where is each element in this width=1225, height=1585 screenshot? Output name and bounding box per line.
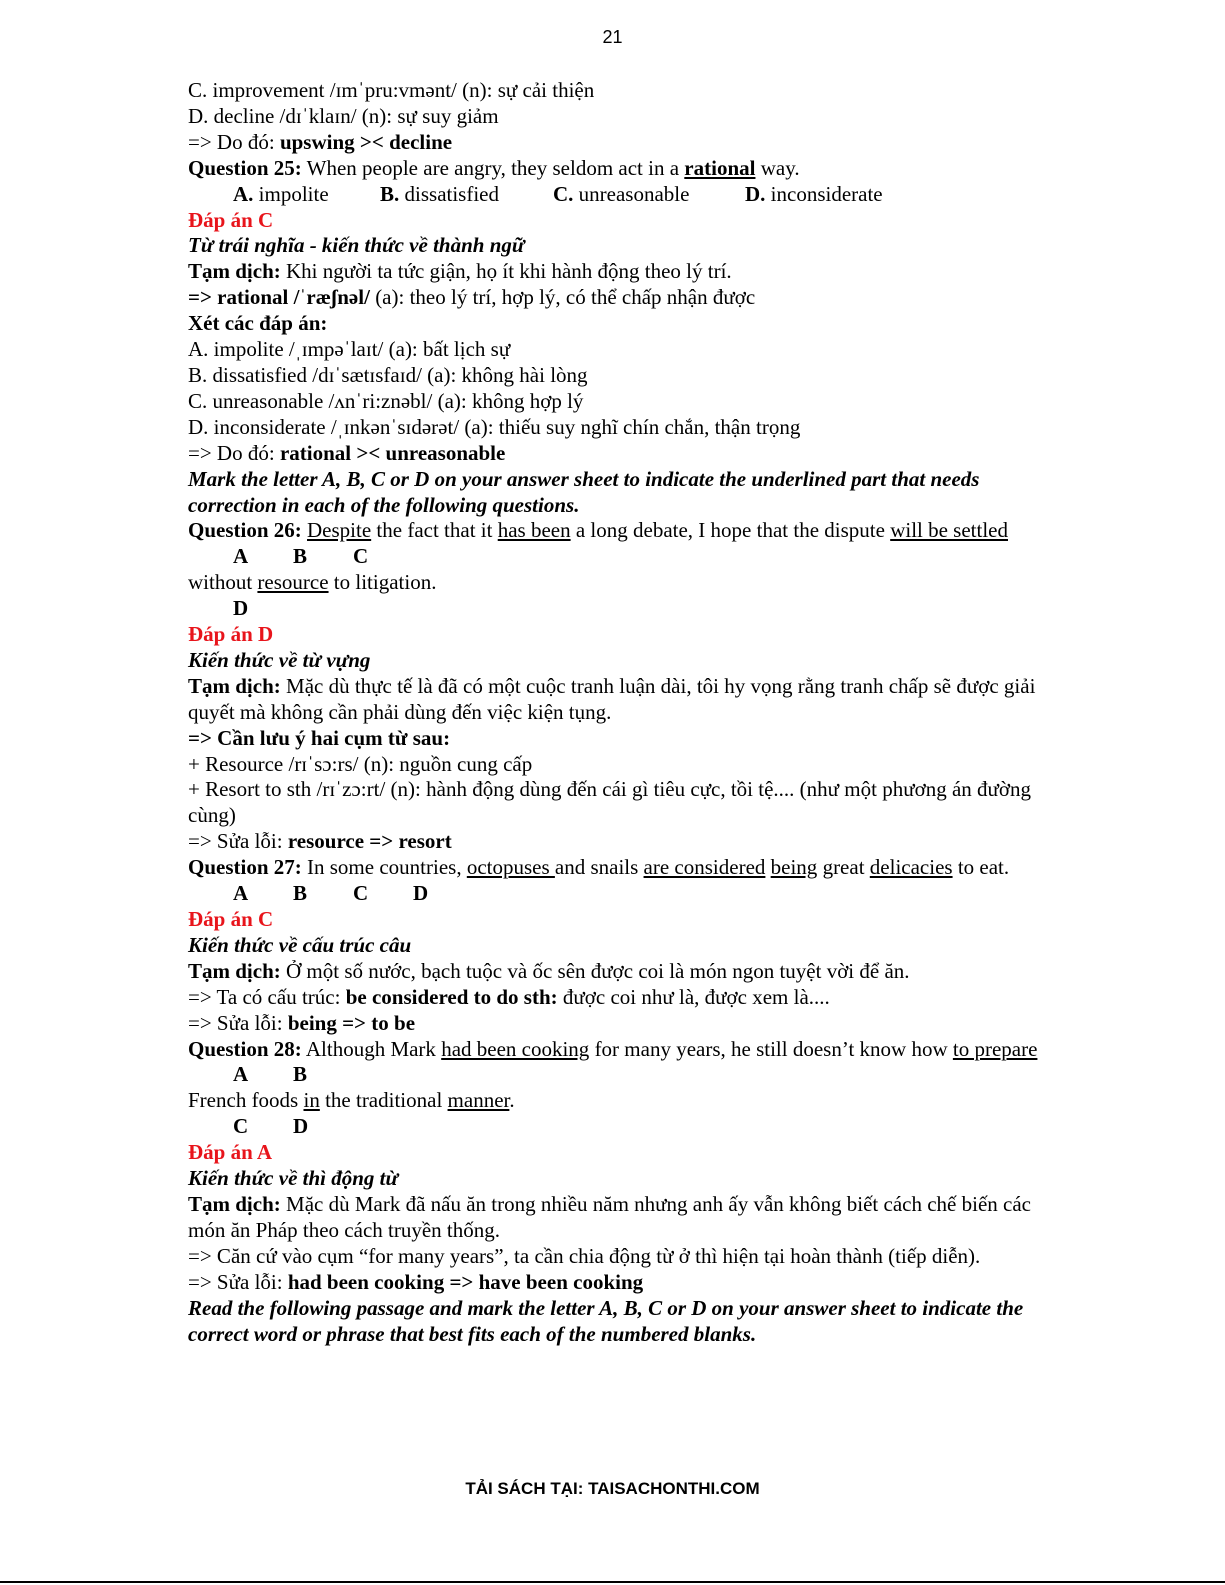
q27-answer: Đáp án C <box>188 907 274 931</box>
page-number: 21 <box>602 27 623 47</box>
q28-part-c: in <box>303 1088 320 1113</box>
q24-option-d-explain: D. decline /dɪˈklaɪn/ (n): sự suy giảm <box>188 103 499 128</box>
document-body <box>188 78 1038 1347</box>
q26-letters-row-1: A B C <box>233 544 369 569</box>
q26-translation: Tạm dịch: Mặc dù thực tế là đã có một cuộc tranh luận dài, tôi hy vọng rằng tranh chấp sẽ được giải quyết mà không cần phải dùng đến việc kiện tụng. <box>188 673 1036 724</box>
q26-part-d: resource <box>257 570 329 595</box>
q28-part-b: to prepare <box>952 1036 1038 1061</box>
q27-translation: Tạm dịch: Ở một số nước, bạch tuộc và ốc sên được coi là món ngon tuyệt vời để ăn. <box>188 958 910 983</box>
q26-note-heading: => Cần lưu ý hai cụm từ sau: <box>188 725 451 750</box>
q25-stem: Question 25: When people are angry, they seldom act in a rational way. <box>188 155 800 180</box>
q27-part-b: are considered <box>643 855 766 880</box>
q28-translation: Tạm dịch: Mặc dù Mark đã nấu ăn trong nhiều năm nhưng anh ấy vẫn không biết cách chế biến các món ăn Pháp theo cách truyền thống. <box>188 1191 1031 1242</box>
q25-option-d: D. inconsiderate <box>745 181 883 206</box>
q25-consider-label: Xét các đáp án: <box>188 311 328 336</box>
q27-part-a: octopuses <box>466 855 555 880</box>
q28-answer: Đáp án A <box>188 1140 273 1165</box>
q27-part-c: being <box>770 855 818 880</box>
q26-part-c: will be settled <box>890 518 1008 543</box>
q25-options <box>188 182 1038 208</box>
footer-source: TẢI SÁCH TẠI: TAISACHONTHI.COM <box>465 1479 760 1498</box>
q28-topic: Kiến thức về thì động từ <box>188 1166 399 1191</box>
q25-definition: => rational /ˈræʃnəl/ (a): theo lý trí, hợp lý, có thể chấp nhận được <box>188 285 756 310</box>
q25-underlined-word: rational <box>684 155 756 180</box>
q28-stem-continued: French foods in the traditional manner. <box>188 1088 515 1113</box>
q28-fix: => Sửa lỗi: had been cooking => have been cooking <box>188 1269 644 1294</box>
q26-part-b: has been <box>497 518 571 543</box>
q25-option-c: C. unreasonable <box>553 181 690 206</box>
q28-letters-row-2: C D <box>233 1114 309 1139</box>
q25-label: Question 25: <box>188 155 302 180</box>
q25-explain-b: B. dissatisfied /dɪˈsætɪsfaɪd/ (a): không hài lòng <box>188 362 588 387</box>
q28-stem: Question 28: Although Mark had been cooking for many years, he still doesn’t know how to prepare <box>188 1036 1038 1061</box>
q25-answer: Đáp án C <box>188 207 274 232</box>
q26-note-1: + Resource /rɪˈsɔ:rs/ (n): nguồn cung cấp <box>188 751 533 776</box>
q25-translation: Tạm dịch: Khi người ta tức giận, họ ít khi hành động theo lý trí. <box>188 259 732 284</box>
q24-conclusion: => Do đó: upswing >< decline <box>188 129 453 154</box>
q26-topic: Kiến thức về từ vựng <box>188 647 371 672</box>
q28-part-d: manner <box>447 1088 510 1113</box>
instruction-reading-passage: Read the following passage and mark the letter A, B, C or D on your answer sheet to indicate the correct word or phrase that best fits each of the numbered blanks. <box>188 1295 1024 1346</box>
q26-stem: Question 26: Despite the fact that it has been a long debate, I hope that the dispute will be settled <box>188 518 1008 543</box>
q26-stem-continued: without resource to litigation. <box>188 570 437 595</box>
q26-fix: => Sửa lỗi: resource => resort <box>188 829 452 854</box>
q25-topic: Từ trái nghĩa - kiến thức về thành ngữ <box>188 233 525 258</box>
q28-reason: => Căn cứ vào cụm “for many years”, ta cần chia động từ ở thì hiện tại hoàn thành (tiếp diễn). <box>188 1243 981 1268</box>
q25-explain-c: C. unreasonable /ʌnˈri:znəbl/ (a): không hợp lý <box>188 388 584 413</box>
q27-part-d: delicacies <box>869 855 953 880</box>
q28-letters-row-1: A B <box>233 1062 308 1087</box>
q27-fix: => Sửa lỗi: being => to be <box>188 1010 416 1035</box>
q24-option-c-explain: C. improvement /ɪmˈpru:vmənt/ (n): sự cải thiện <box>188 78 595 102</box>
q26-letters-row-2: D <box>233 596 249 621</box>
q25-option-b: B. dissatisfied <box>380 181 500 206</box>
q27-structure: => Ta có cấu trúc: be considered to do sth: được coi như là, được xem là.... <box>188 984 830 1009</box>
q28-part-a: had been cooking <box>441 1036 590 1061</box>
instruction-error-identification: Mark the letter A, B, C or D on your answer sheet to indicate the underlined part that needs correction in each of the following questions. <box>188 466 980 517</box>
q27-stem: Question 27: In some countries, octopuses and snails are considered being great delicacies to eat. <box>188 855 1010 880</box>
q26-part-a: Despite <box>307 518 372 543</box>
q25-explain-a: A. impolite /ˌɪmpəˈlaɪt/ (a): bất lịch sự <box>188 337 511 362</box>
q25-conclusion: => Do đó: rational >< unreasonable <box>188 440 506 465</box>
q26-answer: Đáp án D <box>188 622 274 647</box>
q27-topic: Kiến thức về cấu trúc câu <box>188 932 412 957</box>
q27-letters: A B C D <box>233 881 429 906</box>
q25-option-a: A. impolite <box>233 181 329 206</box>
q26-note-2: + Resort to sth /rɪˈzɔ:rt/ (n): hành động dùng đến cái gì tiêu cực, tồi tệ.... (như một phương án đường cùng) <box>188 777 1032 828</box>
q25-explain-d: D. inconsiderate /ˌɪnkənˈsɪdərət/ (a): thiếu suy nghĩ chín chắn, thận trọng <box>188 414 801 439</box>
bottom-rule <box>0 1581 1225 1583</box>
